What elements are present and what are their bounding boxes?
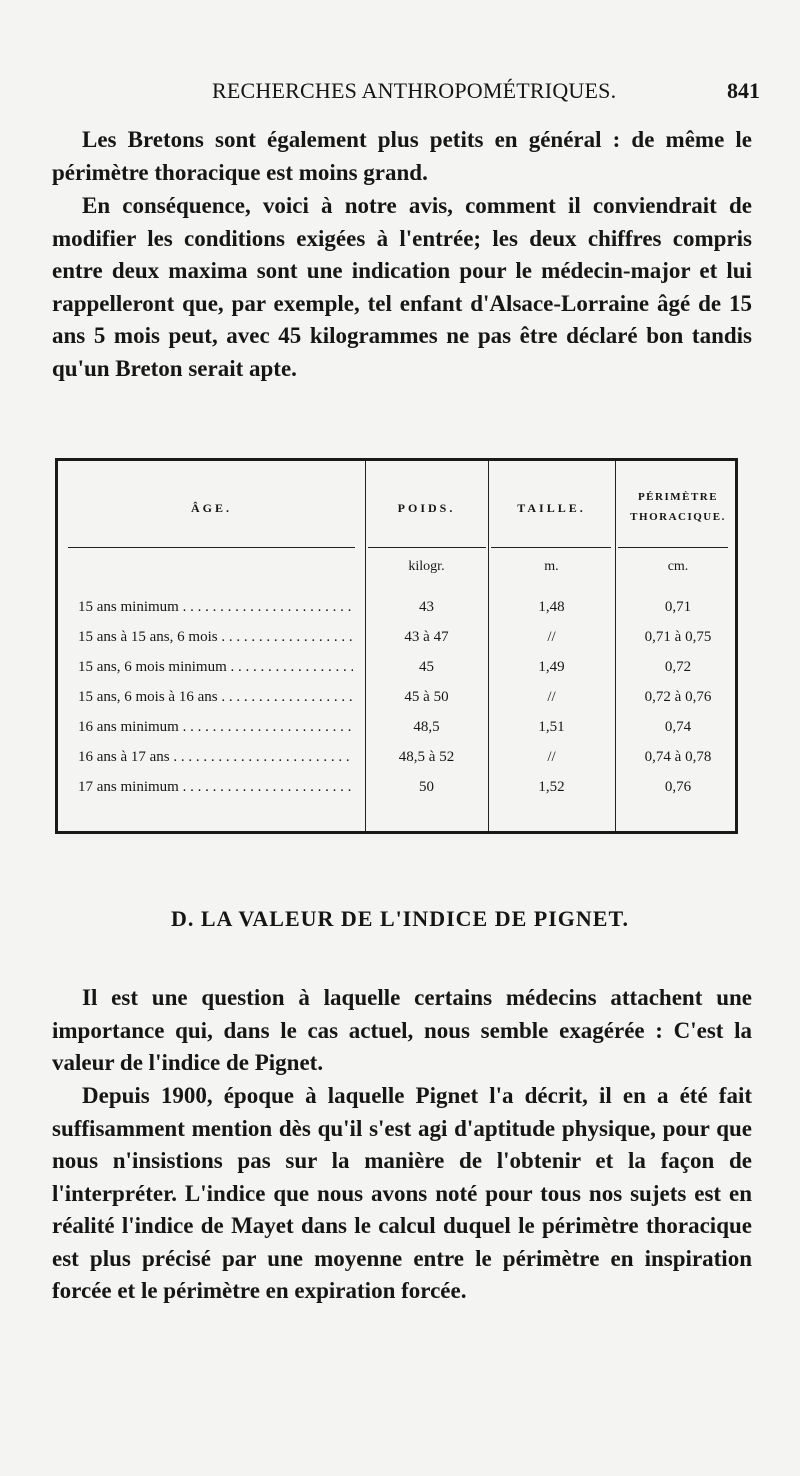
cell-poids: 48,5 à 52 [398, 749, 455, 765]
cell-perimetre: 0,71 à 0,75 [644, 629, 712, 645]
paragraph-depuis-1900: Depuis 1900, époque à laquelle Pignet l'a décrit, il en a été fait suffisamment mention dès qu'il s'est agi d'aptitude physique, pour que nous n'insistions pas sur la manière de l'obtenir et la façon de l'interpréter. L'indice que nous avons noté pour tous nos sujets est en réalité l'indice de Mayet dans le calcul duquel le périmètre thoracique est plus précisé par une moyenne entre le périmètre en inspiration forcée et le périmètre en expiration forcée. [52, 1083, 752, 1303]
cell-age: 15 ans à 15 ans, 6 mois . . . [78, 629, 353, 646]
table-row [58, 659, 741, 683]
cell-perimetre: 0,74 [664, 719, 692, 735]
cell-poids: 45 à 50 [404, 689, 449, 705]
header-poids: POIDS. [397, 501, 456, 515]
cell-taille: // [547, 629, 556, 645]
cell-poids: 50 [419, 779, 434, 795]
cell-perimetre: 0,72 [664, 659, 692, 675]
cell-perimetre: 0,72 à 0,76 [644, 689, 712, 705]
cell-age: 15 ans minimum . . . [78, 599, 353, 616]
running-title: RECHERCHES ANTHROPOMÉTRIQUES. [212, 78, 617, 103]
header-age: ÂGE. [190, 501, 232, 515]
cell-taille: // [547, 689, 556, 705]
header-taille: TAILLE. [517, 501, 586, 515]
cell-age: 15 ans, 6 mois minimum . . . [78, 659, 353, 676]
cell-perimetre: 0,76 [664, 779, 692, 795]
table-row [58, 779, 741, 803]
cell-age: 16 ans à 17 ans . . . [78, 749, 353, 766]
header-perimetre-line2: THORACIQUE. [630, 511, 726, 523]
cell-poids: 43 à 47 [404, 629, 449, 645]
section-heading: D. LA VALEUR DE L'INDICE DE PIGNET. [171, 906, 629, 931]
cell-taille: 1,49 [538, 659, 565, 675]
anthropometric-table [55, 458, 738, 834]
page-header [0, 78, 800, 112]
cell-poids: 43 [419, 599, 434, 615]
page-number: 841 [727, 78, 760, 103]
cell-poids: 48,5 [413, 719, 440, 735]
table-row [58, 689, 741, 713]
table-row [58, 749, 741, 773]
unit-taille: m. [544, 559, 559, 574]
unit-poids: kilogr. [408, 559, 445, 574]
header-rule [68, 547, 355, 548]
paragraph-bretons: Les Bretons sont également plus petits en général : de même le périmètre thoracique est moins grand. [52, 127, 752, 185]
cell-taille: 1,52 [538, 779, 565, 795]
cell-poids: 45 [419, 659, 434, 675]
table-row [58, 629, 741, 653]
cell-taille: 1,51 [538, 719, 565, 735]
table-row [58, 599, 741, 623]
header-rule [618, 547, 728, 548]
header-rule [491, 547, 611, 548]
unit-perimetre: cm. [667, 559, 689, 574]
header-perimetre [615, 487, 741, 527]
header-perimetre-line1: PÉRIMÈTRE [637, 491, 719, 503]
cell-taille: 1,48 [538, 599, 565, 615]
table-row [58, 719, 741, 743]
cell-age: 15 ans, 6 mois à 16 ans . . . [78, 689, 353, 706]
cell-perimetre: 0,71 [664, 599, 692, 615]
cell-age: 16 ans minimum . . . [78, 719, 353, 736]
cell-age: 17 ans minimum . . . [78, 779, 353, 796]
paragraph-question: Il est une question à laquelle certains médecins attachent une importance qui, dans le cas actuel, nous semble exagérée : C'est la valeur de l'indice de Pignet. [52, 985, 752, 1075]
header-rule [368, 547, 486, 548]
cell-perimetre: 0,74 à 0,78 [644, 749, 712, 765]
paragraph-consequence: En conséquence, voici à notre avis, comment il conviendrait de modifier les conditions exigées à l'entrée; les deux chiffres compris entre deux maxima sont une indication pour le médecin-major et lui rappelleront que, par exemple, tel enfant d'Alsace-Lorraine âgé de 15 ans 5 mois peut, avec 45 kilogrammes ne pas être déclaré bon tandis qu'un Breton serait apte. [52, 193, 752, 381]
cell-taille: // [547, 749, 556, 765]
